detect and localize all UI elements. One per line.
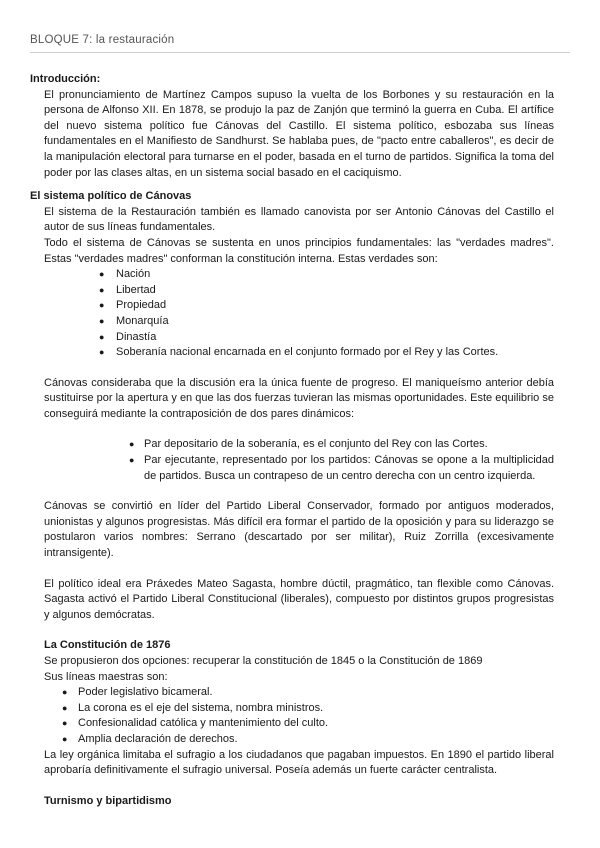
verdades-list [30, 267, 554, 361]
sistema-paragraph-2: Todo el sistema de Cánovas se sustenta en unos principios fundamentales: las "verdades madres". Estas "verdades madres" conforman la constitución interna. Estas verdades son: [44, 236, 554, 265]
list-item: ● Propiedad [30, 298, 554, 314]
intro-heading: Introducción: [30, 73, 101, 85]
constitucion-heading: La Constitución de 1876 [44, 639, 171, 652]
pares-list [30, 437, 554, 484]
list-item: ● Par ejecutante, representado por los partidos: Cánovas se opone a la multiplicidad de partidos. Busca un contrapeso de un centro derecha con un centro izquierda. [30, 453, 554, 484]
intro-paragraph: El pronunciamiento de Martínez Campos supuso la vuelta de los Borbones y su restauración en la persona de Alfonso XII. En 1878, se produjo la paz de Zanjón que terminó la guerra en Cuba. El artífice del nuevo sistema político fue Cánovas del Castillo. El sistema político, esbozaba sus líneas fundamentales en el Manifiesto de Sandhurst. Se hablaba pues, de "pacto entre caballeros", es decir de la manipulación electoral para turnarse en el poder, basada en el turno de partidos. Significa la toma del poder por las clases altas, en un sistema social basado en el caciquismo. [44, 88, 554, 179]
sistema-paragraph-4: Cánovas se convirtió en líder del Partido Liberal Conservador, formado por antiguos moderados, unionistas y algunos progresistas. Más difícil era formar el partido de la oposición y para su liderazgo se postularon varios nombres: Serrano (descartado por ser militar), Ruiz Zorrilla (excesivamente intransigente). [44, 500, 554, 560]
sistema-paragraph-5: El político ideal era Práxedes Mateo Sagasta, hombre dúctil, pragmático, tan flexible como Cánovas. Sagasta activó el Partido Liberal Constitucional (liberales), compuesto por distintos grupos progresistas y algunos demócratas. [44, 577, 554, 621]
page-header: BLOQUE 7: la restauración [30, 34, 175, 46]
constitucion-paragraph-1: Se propusieron dos opciones: recuperar la constitución de 1845 o la Constitución de 1869 [44, 655, 483, 667]
list-item: ● Amplia declaración de derechos. [30, 732, 554, 748]
sistema-paragraph-1: El sistema de la Restauración también es llamado canovista por ser Antonio Cánovas del Castillo el autor de sus líneas fundamentales. [44, 205, 554, 234]
list-item: ● Dinastía [30, 330, 554, 346]
constitucion-paragraph-3: La ley orgánica limitaba el sufragio a los ciudadanos que pagaban impuestos. En 1890 el partido liberal aprobaría definitivamente el sufragio universal. Poseía además un fuerte carácter centralista. [44, 748, 554, 777]
constitucion-paragraph-2: Sus líneas maestras son: [44, 670, 168, 683]
sistema-paragraph-3: Cánovas consideraba que la discusión era la única fuente de progreso. El maniqueísmo anterior debía sustituirse por la apertura y en que las dos fuerzas tuvieran las mismas oportunidades. Este equilibrio se conseguirá mediante la contraposición de dos pares dinámicos: [44, 376, 554, 420]
turnismo-heading: Turnismo y bipartidismo [44, 794, 172, 807]
header-divider [30, 52, 570, 53]
list-item: ● Confesionalidad católica y mantenimiento del culto. [30, 716, 554, 732]
lineas-list [30, 685, 554, 747]
list-item: ● Soberanía nacional encarnada en el conjunto formado por el Rey y las Cortes. [30, 345, 554, 361]
list-item: ● La corona es el eje del sistema, nombra ministros. [30, 701, 554, 717]
list-item: ● Nación [30, 267, 554, 283]
list-item: ● Libertad [30, 283, 554, 299]
document-body [30, 72, 554, 809]
sistema-heading: El sistema político de Cánovas [30, 190, 192, 203]
list-item: ● Poder legislativo bicameral. [30, 685, 554, 701]
list-item: ● Monarquía [30, 314, 554, 330]
list-item: ● Par depositario de la soberanía, es el conjunto del Rey con las Cortes. [30, 437, 554, 453]
